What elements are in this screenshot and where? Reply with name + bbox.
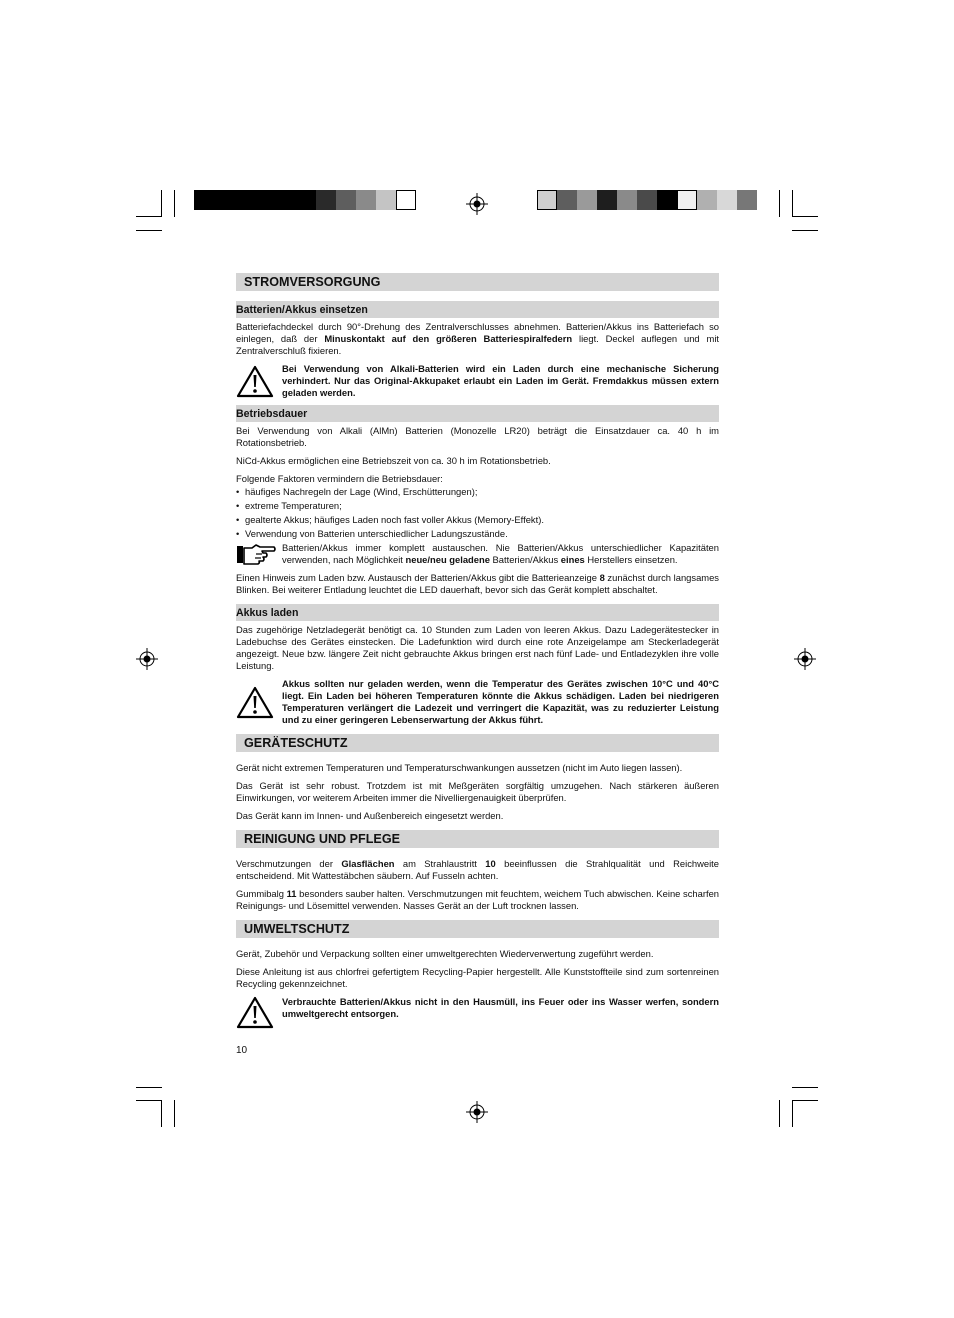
paragraph: Das zugehörige Netzladegerät benötigt ca. 10 Stunden zum Laden von leeren Akkus. Dazu Ladegerätestecker in Ladebuchse des Gerätes einstecken. Die Ladefunktion wird durch eine rote Anzeigelampe am Steckerladegerät angezeigt. Neue bzw. längere Zeit nicht gebrauchte Akkus bringen erst nach fünf Lade- und Entladezyklen ihre volle Leistung. <box>236 624 719 671</box>
warning-note: Akkus sollten nur geladen werden, wenn die Temperatur des Gerätes zwischen 10°C und 40°C liegt. Ein Laden bei höheren Temperaturen könnte die Akkus schädigen. Laden bei niedrigeren Temperaturen verlängert die Ladezeit und verringert die Kapazität, was zu reduzierter Leistung und zu einer geringeren Lebenserwartung der Akkus führt. <box>236 678 719 726</box>
section-heading-reinigung: REINIGUNG UND PFLEGE <box>236 830 719 848</box>
registration-mark-icon <box>794 648 816 670</box>
crop-mark <box>779 1100 780 1127</box>
page-number: 10 <box>236 1045 248 1056</box>
crop-mark <box>792 216 818 217</box>
hint-note: Batterien/Akkus immer komplett austauschen. Nie Batterien/Akkus unterschiedlicher Kapazitäten verwenden, nach Möglichkeit neue/neu geladene Batterien/Akkus eines Herstellers einsetzen. <box>236 542 719 566</box>
paragraph: Das Gerät kann im Innen- und Außenbereich eingesetzt werden. <box>236 810 504 821</box>
color-bar-right <box>537 190 757 210</box>
crop-mark <box>792 1087 818 1088</box>
crop-mark <box>174 190 175 217</box>
paragraph: Batteriefachdeckel durch 90°-Drehung des Zentralverschlusses abnehmen. Batterien/Akkus ins Batteriefach so einlegen, daß der Minuskontakt auf den größeren Batteriespiralfedern liegt. Deckel auflegen und mit Zentralverschluß fixieren. <box>236 321 720 356</box>
list-item: • Verwendung von Batterien unterschiedlicher Ladungszustände. <box>236 528 719 540</box>
warning-triangle-icon <box>236 686 274 719</box>
paragraph: NiCd-Akkus ermöglichen eine Betriebszeit von ca. 30 h im Rotationsbetrieb. <box>236 455 551 466</box>
registration-mark-icon <box>136 648 158 670</box>
crop-mark <box>136 230 162 231</box>
crop-mark <box>136 1100 162 1101</box>
crop-mark <box>792 1100 818 1101</box>
paragraph: Einen Hinweis zum Laden bzw. Austausch der Batterien/Akkus gibt die Batterieanzeige 8 zunächst durch langsames Blinken. Bei weiterer Entladung leuchtet die LED dauerhaft, bevor sich das Gerät komplett abschaltet. <box>236 572 719 595</box>
paragraph: Gummibalg 11 besonders sauber halten. Verschmutzungen mit feuchtem, weichem Tuch abwischen. Keine scharfen Reinigungs- und Lösemittel verwenden. Nasses Gerät an der Luft trocknen lassen. <box>236 888 719 911</box>
warning-triangle-icon <box>236 996 274 1029</box>
registration-mark-icon <box>466 193 488 215</box>
crop-mark <box>136 1087 162 1088</box>
crop-mark <box>792 1100 793 1127</box>
registration-mark-icon <box>466 1101 488 1123</box>
paragraph: Bei Verwendung von Alkali (AlMn) Batterien (Monozelle LR20) beträgt die Einsatzdauer ca. 40 h im Rotationsbetrieb. <box>236 425 719 448</box>
list-item: • häufiges Nachregeln der Lage (Wind, Erschütterungen); <box>236 486 719 498</box>
pointing-hand-icon <box>236 543 276 565</box>
crop-mark <box>161 1100 162 1127</box>
color-bar-left <box>194 190 416 210</box>
paragraph: Diese Anleitung ist aus chlorfrei gefertigtem Recycling-Papier hergestellt. Alle Kunststoffteile sind zum sortenreinen Recycling gekennzeichnet. <box>236 966 719 989</box>
warning-triangle-icon <box>236 365 274 398</box>
paragraph: Gerät nicht extremen Temperaturen und Temperaturschwankungen aussetzen (nicht im Auto liegen lassen). <box>236 762 683 773</box>
crop-mark <box>136 216 162 217</box>
subheading-batterien: Batterien/Akkus einsetzen <box>236 301 719 318</box>
paragraph: Das Gerät ist sehr robust. Trotzdem ist mit Meßgeräten sorgfältig umzugehen. Nach stärkeren äußeren Einwirkungen, vor weiterem Arbeiten immer die Nivelliergenauigkeit überprüfen. <box>236 780 719 803</box>
paragraph: Verschmutzungen der Glasflächen am Strahlaustritt 10 beeinflussen die Strahlqualität und Reichweite entscheidend. Mit Wattestäbchen säubern. Auf Fusseln achten. <box>236 858 719 881</box>
subheading-akkus-laden: Akkus laden <box>236 604 719 621</box>
crop-mark <box>792 230 818 231</box>
factor-list <box>236 486 719 540</box>
crop-mark <box>174 1100 175 1127</box>
crop-mark <box>779 190 780 217</box>
page-content <box>236 273 719 1035</box>
section-heading-stromversorgung: STROMVERSORGUNG <box>236 273 719 291</box>
paragraph: Folgende Faktoren vermindern die Betriebsdauer: <box>236 473 443 484</box>
list-item: • extreme Temperaturen; <box>236 500 719 512</box>
list-item: • gealterte Akkus; häufiges Laden noch fast voller Akkus (Memory-Effekt). <box>236 514 719 526</box>
paragraph: Gerät, Zubehör und Verpackung sollten einer umweltgerechten Wiederverwertung zugeführt werden. <box>236 948 654 959</box>
warning-note: Bei Verwendung von Alkali-Batterien wird ein Laden durch eine mechanische Sicherung verhindert. Nur das Original-Akkupaket erlaubt ein Laden im Gerät. Fremdakkus müssen extern geladen werden. <box>236 363 719 399</box>
crop-mark <box>792 190 793 217</box>
subheading-betriebsdauer: Betriebsdauer <box>236 405 719 422</box>
warning-note: Verbrauchte Batterien/Akkus nicht in den Hausmüll, ins Feuer oder ins Wasser werfen, sondern umweltgerecht entsorgen. <box>236 996 719 1029</box>
crop-mark <box>161 190 162 217</box>
section-heading-umweltschutz: UMWELTSCHUTZ <box>236 920 719 938</box>
section-heading-geraeteschutz: GERÄTESCHUTZ <box>236 734 719 752</box>
